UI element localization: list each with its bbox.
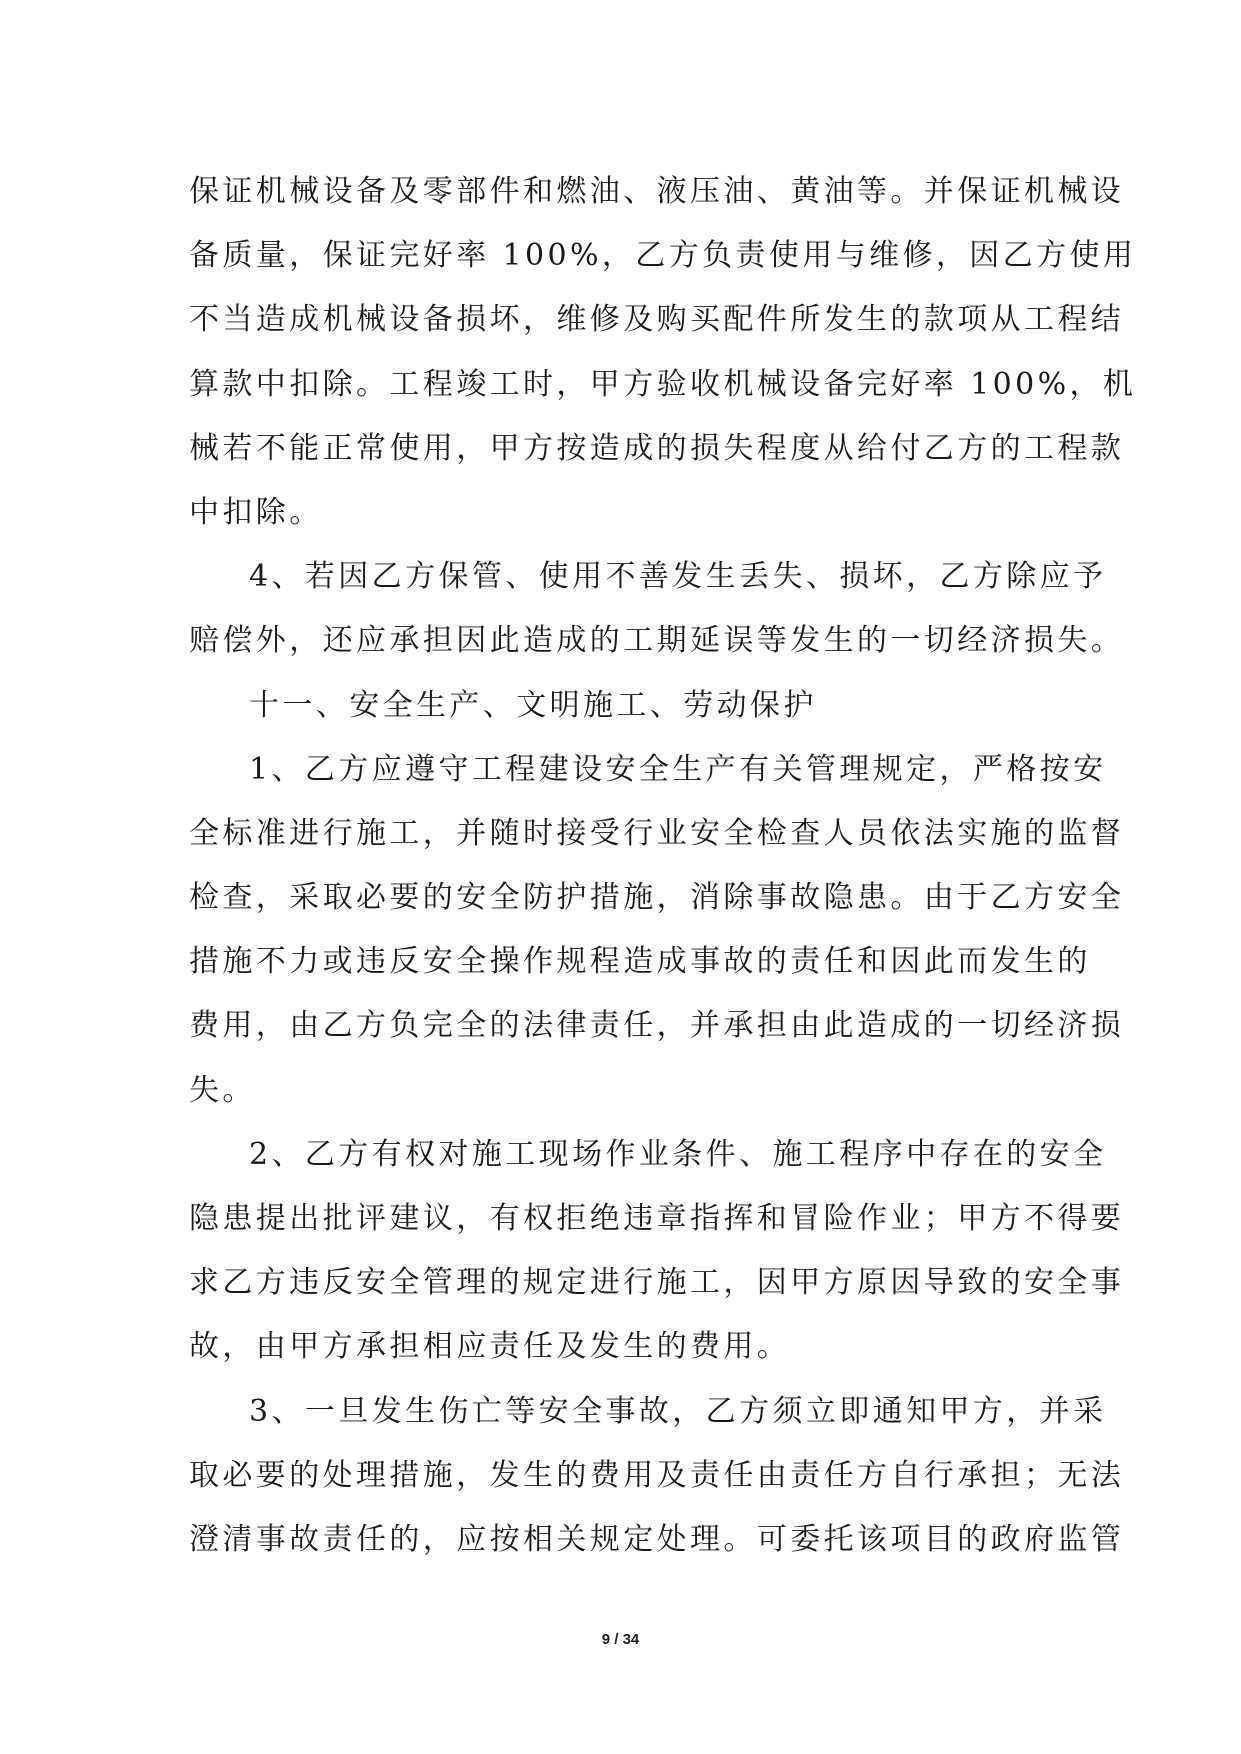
document-body [189,160,1137,1572]
text-line: 械若不能正常使用，甲方按造成的损失程度从给付乙方的工程款 [189,430,1125,466]
text-line: 备质量，保证完好率 100%，乙方负责使用与维修，因乙方使用 [189,238,1137,274]
text-line: 保证机械设备及零部件和燃油、液压油、黄油等。并保证机械设 [189,174,1125,209]
text-line: 故，由甲方承担相应责任及发生的费用。 [189,1329,791,1365]
text-line: 4、若因乙方保管、使用不善发生丢失、损坏，乙方除应予 [249,559,1107,595]
paragraph-machinery-guarantee [189,160,1137,545]
text-line: 澄清事故责任的，应按相关规定处理。可委托该项目的政府监管 [189,1521,1125,1557]
page-number: 9 / 34 [601,1631,640,1648]
text-line: 算款中扣除。工程竣工时，甲方验收机械设备完好率 100%，机 [189,366,1137,402]
text-line: 求乙方违反安全管理的规定进行施工，因甲方原因导致的安全事 [189,1265,1125,1301]
text-line: 检查，采取必要的安全防护措施，消除事故隐患。由于乙方安全 [189,880,1125,916]
section-heading: 十一、安全生产、文明施工、劳动保护 [249,687,817,723]
paragraph-safety-item-2 [189,1123,1125,1380]
text-line: 措施不力或违反安全操作规程造成事故的责任和因此而发生的 [189,944,1091,980]
text-line: 失。 [189,1072,256,1108]
section-heading-11 [189,674,1059,738]
text-line: 3、一旦发生伤亡等安全事故，乙方须立即通知甲方，并采 [249,1393,1107,1429]
text-line: 取必要的处理措施，发生的费用及责任由责任方自行承担；无法 [189,1457,1125,1493]
paragraph-safety-item-1 [189,738,1125,1123]
text-line: 全标准进行施工，并随时接受行业安全检查人员依法实施的监督 [189,815,1125,851]
text-line: 赔偿外，还应承担因此造成的工期延误等发生的一切经济损失。 [189,623,1125,659]
text-line: 2、乙方有权对施工现场作业条件、施工程序中存在的安全 [249,1136,1107,1172]
paragraph-item-4 [189,545,1125,673]
text-line: 费用，由乙方负完全的法律责任，并承担由此造成的一切经济损 [189,1008,1125,1044]
paragraph-safety-item-3 [189,1380,1125,1573]
text-line: 不当造成机械设备损坏，维修及购买配件所发生的款项从工程结 [189,302,1125,338]
text-line: 隐患提出批评建议，有权拒绝违章指挥和冒险作业；甲方不得要 [189,1201,1125,1236]
text-line: 1、乙方应遵守工程建设安全生产有关管理规定，严格按安 [249,751,1107,787]
text-line: 中扣除。 [189,494,323,530]
